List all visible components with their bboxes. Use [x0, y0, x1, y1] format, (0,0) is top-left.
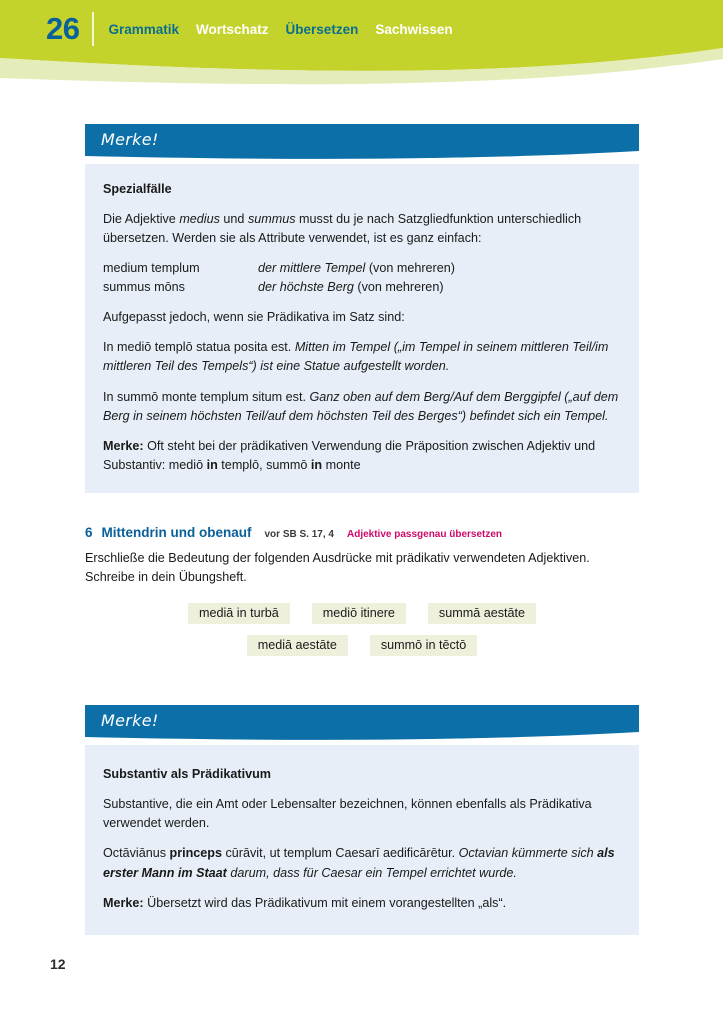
note-bold-in-1: in — [206, 458, 218, 473]
example-latin-a: Octāviānus — [103, 846, 170, 861]
intro-text-a: Die Adjektive — [103, 212, 180, 227]
example-german-bold: als erster Mann im Staat — [103, 846, 615, 880]
merke-box-2-example — [103, 844, 621, 882]
note-bold-in-2: in — [310, 458, 323, 473]
exercise-instruction: Erschließe die Bedeutung der folgenden Ausdrücke mit prädikativ verwendeten Adjektiven. Schreibe in dein Übungsheft. — [85, 551, 590, 585]
merke-box-1-intro — [103, 210, 621, 248]
pair-german-italic: der mittlere Tempel — [258, 261, 366, 276]
exercise-headline — [85, 525, 639, 540]
example-2-german: Ganz oben auf dem Berg/Auf dem Berggipfel („auf dem Berg in seinem höchsten Teil/auf dem höchsten Teil des Berges“) befindet sich ein Tempel. — [103, 389, 619, 423]
note-text: Übersetzt wird das Prädikativum mit einem vorangestellten „als“. — [143, 895, 507, 910]
exercise-number: 6 — [85, 525, 93, 540]
example-pair-row — [103, 278, 621, 297]
note-label: Merke: — [103, 895, 144, 910]
merke-box-spezialfaelle — [85, 124, 639, 493]
intro-text-c: musst du je nach Satzgliedfunktion unterschiedlich übersetzen. Werden sie als Attribute verwendet, ist es ganz einfach: — [103, 212, 582, 246]
merke-banner-shape — [85, 705, 639, 745]
example-1-german: Mitten im Tempel („im Tempel in seinem mittleren Teil/im mittleren Teil des Tempels“) ist eine Statue aufgestellt worden. — [103, 340, 609, 374]
example-1-latin: In mediō templō statua posita est. — [103, 340, 295, 355]
pair-german — [258, 278, 621, 297]
merke-box-2-header — [85, 705, 639, 745]
pair-latin: medium templum — [103, 261, 200, 276]
exercise-tag: Adjektive passgenau übersetzen — [346, 529, 503, 540]
header-divider — [92, 12, 94, 46]
merke-box-2-title: Merke! — [101, 711, 159, 730]
phrase-chip[interactable]: mediā aestāte — [247, 635, 348, 656]
example-pair-list — [103, 259, 621, 297]
example-german-a: Octavian kümmerte sich — [458, 846, 598, 861]
page-number-footer: 12 — [50, 956, 66, 972]
phrase-chip[interactable]: summā aestāte — [428, 603, 536, 624]
nav-item-grammatik[interactable]: Grammatik — [108, 21, 180, 37]
merke-box-1-title: Merke! — [101, 130, 159, 149]
chip-row-2 — [85, 635, 639, 656]
merke-box-1-warning: Aufgepasst jedoch, wenn sie Prädikativa im Satz sind: — [103, 310, 405, 325]
merke-box-1-example-1 — [103, 338, 621, 376]
example-latin-bold-princeps: princeps — [169, 846, 222, 861]
example-pair-row — [103, 259, 621, 278]
merke-box-1-subheading: Spezialfälle — [103, 182, 172, 196]
nav-item-wortschatz[interactable]: Wortschatz — [196, 21, 269, 37]
phrase-chip[interactable]: summō in tēctō — [370, 635, 477, 656]
merke-box-1-body — [85, 164, 639, 493]
merke-box-1-header — [85, 124, 639, 164]
nav-item-uebersetzen[interactable]: Übersetzen — [285, 21, 359, 37]
exercise-reference: vor SB S. 17, 4 — [264, 529, 334, 540]
example-latin-b: cūrāvit, ut templum Caesarī aedificārētur. — [222, 846, 459, 861]
exercise-6 — [85, 525, 639, 667]
note-label: Merke: — [103, 438, 144, 453]
note-text-c: monte — [322, 458, 361, 473]
merke-box-1-note — [103, 437, 621, 475]
exercise-title: Mittendrin und obenauf — [101, 525, 252, 540]
merke-box-2-note — [103, 894, 621, 913]
phrase-chip[interactable]: mediō itinere — [312, 603, 406, 624]
merke-banner-shape — [85, 124, 639, 164]
pair-german — [258, 259, 621, 278]
example-2-latin: In summō monte templum situm est. — [103, 389, 310, 404]
pair-german-plain: (von mehreren) — [365, 261, 455, 276]
merke-box-1-example-2 — [103, 388, 621, 426]
nav-item-sachwissen[interactable]: Sachwissen — [375, 21, 453, 37]
merke-box-2-subheading: Substantiv als Prädikativum — [103, 767, 271, 781]
merke-box-2-body — [85, 745, 639, 935]
note-text-b: templō, summō — [217, 458, 311, 473]
merke-box-2-paragraph-1: Substantive, die ein Amt oder Lebensalter bezeichnen, können ebenfalls als Prädikativa verwendet werden. — [103, 797, 592, 831]
example-german-b: darum, dass für Caesar ein Tempel errichtet wurde. — [226, 865, 517, 880]
intro-latin-medius: medius — [179, 212, 220, 227]
pair-latin: summus mōns — [103, 280, 185, 295]
phrase-chip[interactable]: mediā in turbā — [188, 603, 290, 624]
intro-text-b: und — [219, 212, 248, 227]
chip-row-1 — [85, 603, 639, 624]
pair-german-italic: der höchste Berg — [258, 280, 354, 295]
note-text-a: Oft steht bei der prädikativen Verwendung die Präposition zwischen Adjektiv und Substantiv: mediō — [103, 438, 596, 473]
chapter-number: 26 — [46, 10, 80, 46]
header-nav — [108, 22, 452, 37]
pair-german-plain: (von mehreren) — [353, 280, 444, 295]
merke-box-substantiv — [85, 705, 639, 935]
intro-latin-summus: summus — [247, 212, 296, 227]
page-header — [0, 0, 723, 105]
